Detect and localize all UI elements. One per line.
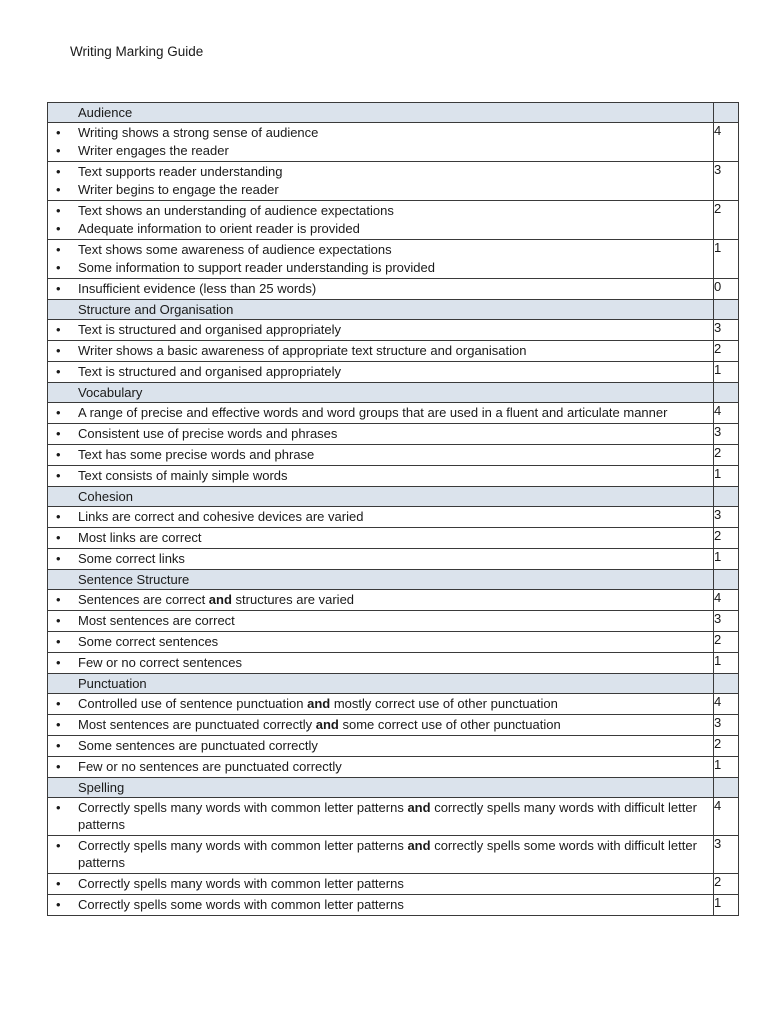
section-score-cell: [714, 487, 739, 507]
criteria-item: [48, 404, 713, 421]
section-score-cell: [714, 300, 739, 320]
criteria-text: Controlled use of sentence punctuation: [78, 696, 308, 711]
criteria-item: [48, 837, 713, 871]
criteria-text: Text is structured and organised appropriately: [78, 322, 342, 337]
criteria-text: Sentences are correct: [78, 592, 209, 607]
section-score-cell: [714, 674, 739, 694]
criteria-cell: [48, 694, 714, 715]
criteria-item: [48, 342, 713, 359]
criteria-list: [48, 837, 713, 873]
criteria-item: [48, 896, 713, 913]
section-header-row: [48, 570, 739, 590]
criteria-list: [48, 446, 713, 465]
section-score-cell: [714, 570, 739, 590]
score-value: 4: [714, 123, 739, 162]
criteria-item: [48, 875, 713, 892]
criteria-row: [48, 836, 739, 874]
section-header-row: [48, 103, 739, 123]
criteria-text: Few or no correct sentences: [78, 655, 243, 670]
score-value: 4: [714, 798, 739, 836]
criteria-row: [48, 528, 739, 549]
criteria-text: Text shows some awareness of audience expectations: [78, 242, 392, 257]
section-title: Audience: [48, 103, 714, 123]
criteria-text: mostly correct use of other punctuation: [330, 696, 558, 711]
criteria-cell: [48, 123, 714, 162]
criteria-list: [48, 363, 713, 382]
criteria-text: Writer engages the reader: [78, 143, 229, 158]
criteria-row: [48, 341, 739, 362]
score-value: 1: [714, 466, 739, 487]
score-value: 4: [714, 403, 739, 424]
criteria-list: [48, 799, 713, 835]
criteria-text: Links are correct and cohesive devices are varied: [78, 509, 364, 524]
criteria-row: [48, 320, 739, 341]
score-value: 3: [714, 320, 739, 341]
criteria-text: Correctly spells many words with common letter patterns: [78, 838, 408, 853]
criteria-item: [48, 550, 713, 567]
criteria-list: [48, 202, 713, 239]
section-title: Cohesion: [48, 487, 714, 507]
criteria-cell: [48, 403, 714, 424]
criteria-row: [48, 694, 739, 715]
criteria-cell: [48, 611, 714, 632]
criteria-row: [48, 424, 739, 445]
criteria-item: [48, 758, 713, 775]
criteria-cell: [48, 757, 714, 778]
section-score-cell: [714, 383, 739, 403]
criteria-cell: [48, 736, 714, 757]
criteria-row: [48, 445, 739, 466]
section-header-row: [48, 487, 739, 507]
criteria-text: Some correct sentences: [78, 634, 219, 649]
criteria-text: Adequate information to orient reader is provided: [78, 221, 360, 236]
criteria-item: [48, 467, 713, 484]
score-value: 3: [714, 611, 739, 632]
section-title: Structure and Organisation: [48, 300, 714, 320]
criteria-list: [48, 612, 713, 631]
criteria-row: [48, 757, 739, 778]
criteria-list: [48, 404, 713, 423]
criteria-row: [48, 798, 739, 836]
criteria-list: [48, 321, 713, 340]
criteria-text: Correctly spells many words with common letter patterns: [78, 876, 404, 891]
criteria-text: Correctly spells many words with common letter patterns: [78, 800, 408, 815]
criteria-item: [48, 737, 713, 754]
section-header-row: [48, 778, 739, 798]
page-title: Writing Marking Guide: [70, 44, 204, 59]
criteria-text: Writer begins to engage the reader: [78, 182, 279, 197]
criteria-row: [48, 123, 739, 162]
criteria-cell: [48, 362, 714, 383]
criteria-item: [48, 612, 713, 629]
criteria-cell: [48, 162, 714, 201]
criteria-cell: [48, 279, 714, 300]
criteria-text: Writing shows a strong sense of audience: [78, 125, 319, 140]
section-title: Sentence Structure: [48, 570, 714, 590]
criteria-cell: [48, 715, 714, 736]
section-title: Punctuation: [48, 674, 714, 694]
criteria-text: Most links are correct: [78, 530, 202, 545]
section-header-row: [48, 674, 739, 694]
score-value: 3: [714, 424, 739, 445]
criteria-row: [48, 653, 739, 674]
score-value: 1: [714, 240, 739, 279]
criteria-text: Some information to support reader understanding is provided: [78, 260, 435, 275]
section-header-row: [48, 300, 739, 320]
criteria-item: [48, 142, 713, 159]
criteria-item: [48, 321, 713, 338]
criteria-cell: [48, 798, 714, 836]
emphasis-text: and: [307, 696, 331, 711]
criteria-list: [48, 280, 713, 299]
score-value: 3: [714, 162, 739, 201]
criteria-text: Text shows an understanding of audience expectations: [78, 203, 394, 218]
criteria-item: [48, 202, 713, 219]
criteria-text: correctly spells many words with difficult letter patterns: [78, 800, 697, 832]
criteria-list: [48, 591, 713, 610]
criteria-list: [48, 550, 713, 569]
criteria-cell: [48, 341, 714, 362]
marking-guide-body: [48, 103, 739, 916]
criteria-row: [48, 403, 739, 424]
criteria-list: [48, 342, 713, 361]
criteria-list: [48, 124, 713, 161]
score-value: 1: [714, 895, 739, 916]
criteria-row: [48, 736, 739, 757]
score-value: 2: [714, 445, 739, 466]
section-header-row: [48, 383, 739, 403]
emphasis-text: and: [315, 717, 339, 732]
criteria-list: [48, 508, 713, 527]
criteria-item: [48, 220, 713, 237]
criteria-cell: [48, 445, 714, 466]
criteria-cell: [48, 240, 714, 279]
criteria-text: Few or no sentences are punctuated correctly: [78, 759, 342, 774]
score-value: 2: [714, 736, 739, 757]
criteria-row: [48, 590, 739, 611]
criteria-list: [48, 654, 713, 673]
section-score-cell: [714, 103, 739, 123]
score-value: 2: [714, 632, 739, 653]
criteria-list: [48, 163, 713, 200]
criteria-item: [48, 259, 713, 276]
criteria-list: [48, 633, 713, 652]
score-value: 1: [714, 549, 739, 570]
score-value: 3: [714, 507, 739, 528]
criteria-item: [48, 508, 713, 525]
emphasis-text: and: [208, 592, 232, 607]
score-value: 4: [714, 694, 739, 715]
criteria-cell: [48, 632, 714, 653]
criteria-row: [48, 201, 739, 240]
criteria-item: [48, 716, 713, 733]
score-value: 2: [714, 201, 739, 240]
criteria-item: [48, 799, 713, 833]
score-value: 3: [714, 836, 739, 874]
criteria-text: Most sentences are punctuated correctly: [78, 717, 316, 732]
criteria-text: Text consists of mainly simple words: [78, 468, 288, 483]
criteria-item: [48, 163, 713, 180]
section-score-cell: [714, 778, 739, 798]
criteria-item: [48, 446, 713, 463]
criteria-item: [48, 124, 713, 141]
score-value: 2: [714, 874, 739, 895]
criteria-text: Writer shows a basic awareness of appropriate text structure and organisation: [78, 343, 527, 358]
criteria-row: [48, 874, 739, 895]
criteria-list: [48, 467, 713, 486]
criteria-list: [48, 425, 713, 444]
criteria-cell: [48, 466, 714, 487]
score-value: 1: [714, 757, 739, 778]
criteria-text: structures are varied: [231, 592, 355, 607]
criteria-text: Some correct links: [78, 551, 185, 566]
criteria-list: [48, 896, 713, 915]
marking-guide-table: [47, 102, 739, 916]
criteria-row: [48, 466, 739, 487]
criteria-item: [48, 695, 713, 712]
score-value: 3: [714, 715, 739, 736]
criteria-text: Most sentences are correct: [78, 613, 235, 628]
criteria-text: Text supports reader understanding: [78, 164, 283, 179]
criteria-list: [48, 241, 713, 278]
score-value: 1: [714, 362, 739, 383]
criteria-cell: [48, 528, 714, 549]
criteria-item: [48, 591, 713, 608]
section-title: Spelling: [48, 778, 714, 798]
criteria-item: [48, 280, 713, 297]
criteria-text: Some sentences are punctuated correctly: [78, 738, 318, 753]
criteria-cell: [48, 549, 714, 570]
criteria-list: [48, 716, 713, 735]
criteria-row: [48, 715, 739, 736]
criteria-row: [48, 279, 739, 300]
score-value: 0: [714, 279, 739, 300]
criteria-list: [48, 695, 713, 714]
criteria-text: correctly spells some words with difficult letter patterns: [78, 838, 697, 870]
score-value: 4: [714, 590, 739, 611]
criteria-row: [48, 549, 739, 570]
criteria-text: Insufficient evidence (less than 25 words): [78, 281, 317, 296]
criteria-cell: [48, 590, 714, 611]
criteria-list: [48, 529, 713, 548]
criteria-list: [48, 875, 713, 894]
criteria-cell: [48, 424, 714, 445]
criteria-text: Correctly spells some words with common letter patterns: [78, 897, 404, 912]
criteria-item: [48, 529, 713, 546]
criteria-item: [48, 425, 713, 442]
criteria-row: [48, 632, 739, 653]
emphasis-text: and: [407, 800, 431, 815]
criteria-item: [48, 633, 713, 650]
criteria-item: [48, 363, 713, 380]
criteria-cell: [48, 836, 714, 874]
score-value: 2: [714, 528, 739, 549]
criteria-row: [48, 162, 739, 201]
section-title: Vocabulary: [48, 383, 714, 403]
score-value: 2: [714, 341, 739, 362]
criteria-row: [48, 240, 739, 279]
criteria-cell: [48, 653, 714, 674]
criteria-cell: [48, 201, 714, 240]
emphasis-text: and: [407, 838, 431, 853]
criteria-item: [48, 654, 713, 671]
criteria-text: some correct use of other punctuation: [338, 717, 561, 732]
criteria-item: [48, 181, 713, 198]
criteria-list: [48, 758, 713, 777]
criteria-text: Text is structured and organised appropriately: [78, 364, 342, 379]
criteria-text: Consistent use of precise words and phrases: [78, 426, 338, 441]
criteria-row: [48, 611, 739, 632]
criteria-text: A range of precise and effective words and word groups that are used in a fluent and articulate manner: [78, 405, 668, 420]
criteria-list: [48, 737, 713, 756]
criteria-cell: [48, 895, 714, 916]
criteria-text: Text has some precise words and phrase: [78, 447, 315, 462]
criteria-cell: [48, 320, 714, 341]
score-value: 1: [714, 653, 739, 674]
criteria-row: [48, 362, 739, 383]
criteria-row: [48, 507, 739, 528]
criteria-item: [48, 241, 713, 258]
criteria-cell: [48, 874, 714, 895]
criteria-cell: [48, 507, 714, 528]
criteria-row: [48, 895, 739, 916]
